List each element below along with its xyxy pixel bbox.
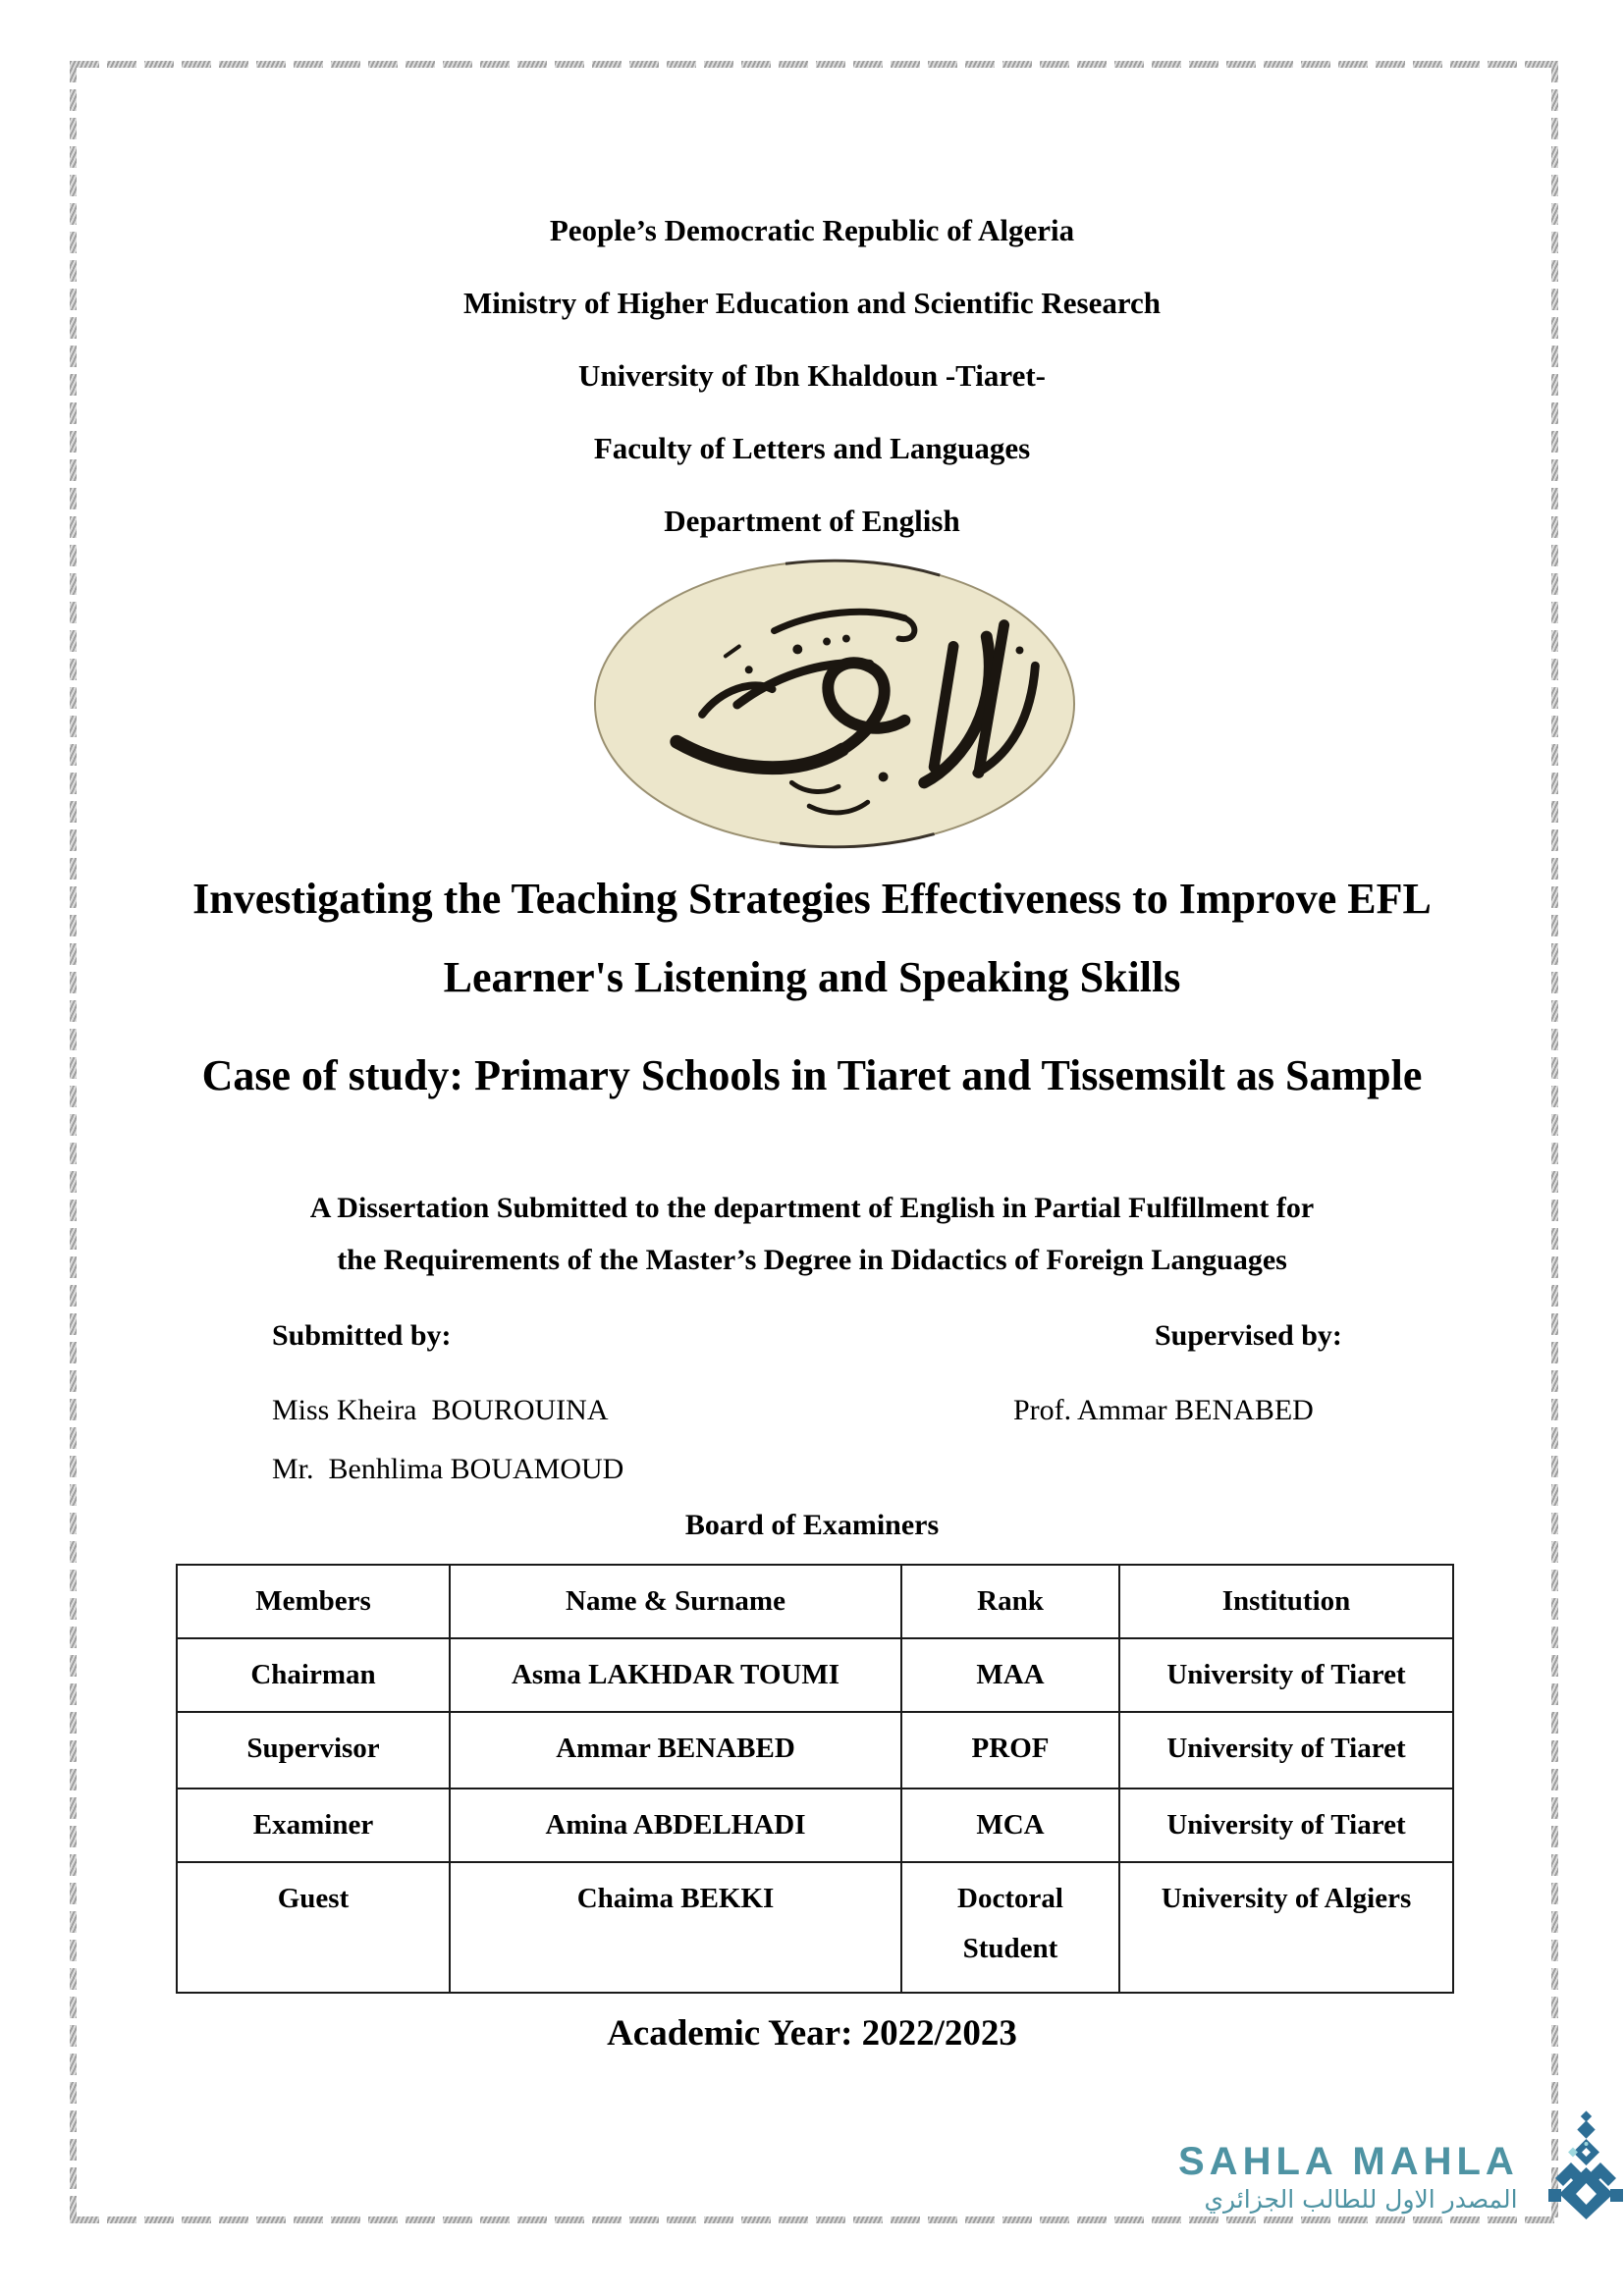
title-line-2: Learner's Listening and Speaking Skills	[443, 953, 1181, 1001]
statement-line-1: A Dissertation Submitted to the department of English in Partial Fulfillment for	[309, 1192, 1315, 1224]
cell-member: Examiner	[177, 1789, 450, 1862]
cell-institution: University of Tiaret	[1119, 1712, 1453, 1789]
cell-member: Guest	[177, 1862, 450, 1993]
cell-rank: PROF	[901, 1712, 1119, 1789]
supervised-by-label: Supervised by:	[1155, 1319, 1342, 1352]
cell-name: Chaima BEKKI	[450, 1862, 901, 1993]
cell-institution: University of Tiaret	[1119, 1789, 1453, 1862]
title-line-1: Investigating the Teaching Strategies Effectiveness to Improve EFL	[192, 875, 1432, 923]
dissertation-title	[79, 860, 1545, 1017]
board-of-examiners-title: Board of Examiners	[684, 1509, 940, 1541]
header-line-country: People’s Democratic Republic of Algeria	[549, 213, 1075, 247]
board-of-examiners-table	[176, 1564, 1454, 1994]
university-emblem-icon	[591, 556, 1078, 852]
cell-rank: MAA	[901, 1638, 1119, 1712]
header-line-university: University of Ibn Khaldoun -Tiaret-	[578, 358, 1046, 393]
cell-rank: MCA	[901, 1789, 1119, 1862]
candidate-name-2: Mr. Benhlima BOUAMOUD	[272, 1453, 624, 1485]
supervisor-name: Prof. Ammar BENABED	[1013, 1394, 1314, 1426]
col-header-name: Name & Surname	[450, 1565, 901, 1638]
submitted-by-label: Submitted by:	[272, 1319, 452, 1352]
sahla-mahla-logo-icon	[1547, 2110, 1624, 2220]
col-header-institution: Institution	[1119, 1565, 1453, 1638]
cell-rank: Doctoral Student	[901, 1862, 1119, 1993]
institution-header	[0, 194, 1624, 558]
col-header-rank: Rank	[901, 1565, 1119, 1638]
cell-name: Amina ABDELHADI	[450, 1789, 901, 1862]
cell-institution: University of Tiaret	[1119, 1638, 1453, 1712]
table-row	[177, 1638, 1453, 1712]
candidate-name-1: Miss Kheira BOUROUINA	[272, 1394, 609, 1426]
academic-year: Academic Year: 2022/2023	[607, 2013, 1017, 2054]
table-row	[177, 1712, 1453, 1789]
table-header-row	[177, 1565, 1453, 1638]
cell-name: Ammar BENABED	[450, 1712, 901, 1789]
cell-member: Supervisor	[177, 1712, 450, 1789]
cell-member: Chairman	[177, 1638, 450, 1712]
submission-statement	[203, 1182, 1421, 1286]
cell-name: Asma LAKHDAR TOUMI	[450, 1638, 901, 1712]
case-of-study-subtitle: Case of study: Primary Schools in Tiaret and Tissemsilt as Sample	[201, 1051, 1423, 1099]
header-line-ministry: Ministry of Higher Education and Scientific Research	[462, 286, 1162, 320]
statement-line-2: the Requirements of the Master’s Degree in Didactics of Foreign Languages	[337, 1244, 1287, 1276]
page-border-top	[70, 61, 1558, 68]
sahla-mahla-watermark	[1174, 2110, 1624, 2223]
header-line-department: Department of English	[664, 504, 960, 538]
header-line-faculty: Faculty of Letters and Languages	[593, 431, 1031, 465]
table-row	[177, 1862, 1453, 1993]
sahla-mahla-wordmark: SAHLA MAHLA	[1178, 2140, 1519, 2183]
col-header-members: Members	[177, 1565, 450, 1638]
sahla-mahla-tagline: المصدر الاول للطالب الجزائري	[1204, 2185, 1518, 2214]
table-row	[177, 1789, 1453, 1862]
cell-institution: University of Algiers	[1119, 1862, 1453, 1993]
